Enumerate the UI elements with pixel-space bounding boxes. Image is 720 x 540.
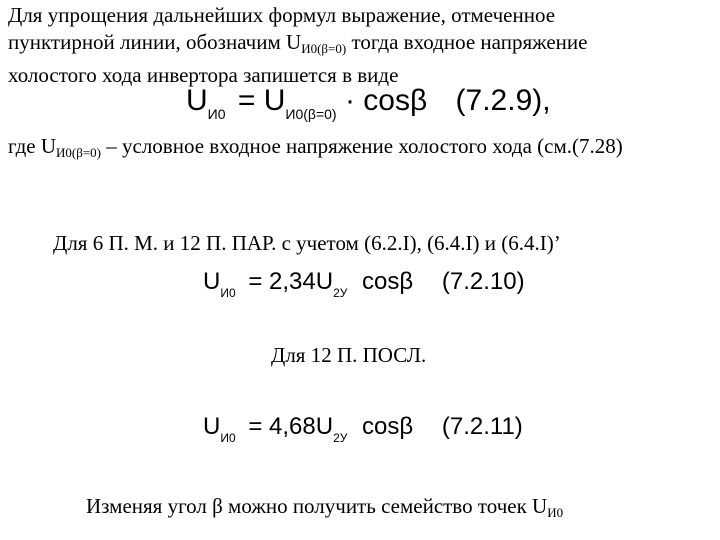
eq-number: (7.2.11) xyxy=(441,413,523,440)
eq-rhs-sub: И0(β=0) xyxy=(285,106,337,122)
eq-mid: = 2,34U xyxy=(248,268,334,295)
eq-number: (7.2.9), xyxy=(455,84,551,117)
eq-lhs: U xyxy=(203,268,221,295)
equation-7-2-11 xyxy=(203,413,523,445)
eq-lhs-sub: И0 xyxy=(207,106,226,122)
eq-mid-sub: 2У xyxy=(333,431,348,445)
eq-number: (7.2.10) xyxy=(441,268,525,295)
eq-mid: = 4,68U xyxy=(248,413,334,440)
intro-paragraph xyxy=(8,2,587,89)
eq-rhs-tail: · cosβ xyxy=(344,84,428,117)
case-6-text: Для 6 П. М. и 12 П. ПАР. с учетом (6.2.I), (6.4.I) и (6.4.I)’ xyxy=(53,231,561,255)
eq-tail: cosβ xyxy=(362,268,414,295)
equation-7-2-10 xyxy=(203,268,525,300)
eq-lhs-sub: И0 xyxy=(220,286,236,300)
where-line: где $U_{И0(\beta=0)}$ – условное входное напряжение холостого хода (см.(7.28) xyxy=(8,134,623,160)
eq-rhs: = U xyxy=(237,84,286,117)
intro-line-1: Для упрощения дальнейших формул выражение, отмеченное xyxy=(8,3,556,27)
eq-tail: cosβ xyxy=(362,413,414,440)
eq-lhs: U xyxy=(203,413,221,440)
eq-lhs: U xyxy=(186,84,208,117)
closing-line: Изменяя угол β можно получить семейство точек $U_{И0}$ xyxy=(86,494,564,520)
case-12-text: Для 12 П. ПОСЛ. xyxy=(271,343,427,367)
equation-7-2-9 xyxy=(186,84,551,122)
eq-mid-sub: 2У xyxy=(333,286,348,300)
intro-line-3: холостого хода инвертора запишется в виде xyxy=(8,63,399,87)
eq-lhs-sub: И0 xyxy=(220,431,236,445)
intro-line-2: пунктирной линии, обозначим $U_{И0(\beta=0)}$ тогда входное напряжение xyxy=(8,30,588,56)
